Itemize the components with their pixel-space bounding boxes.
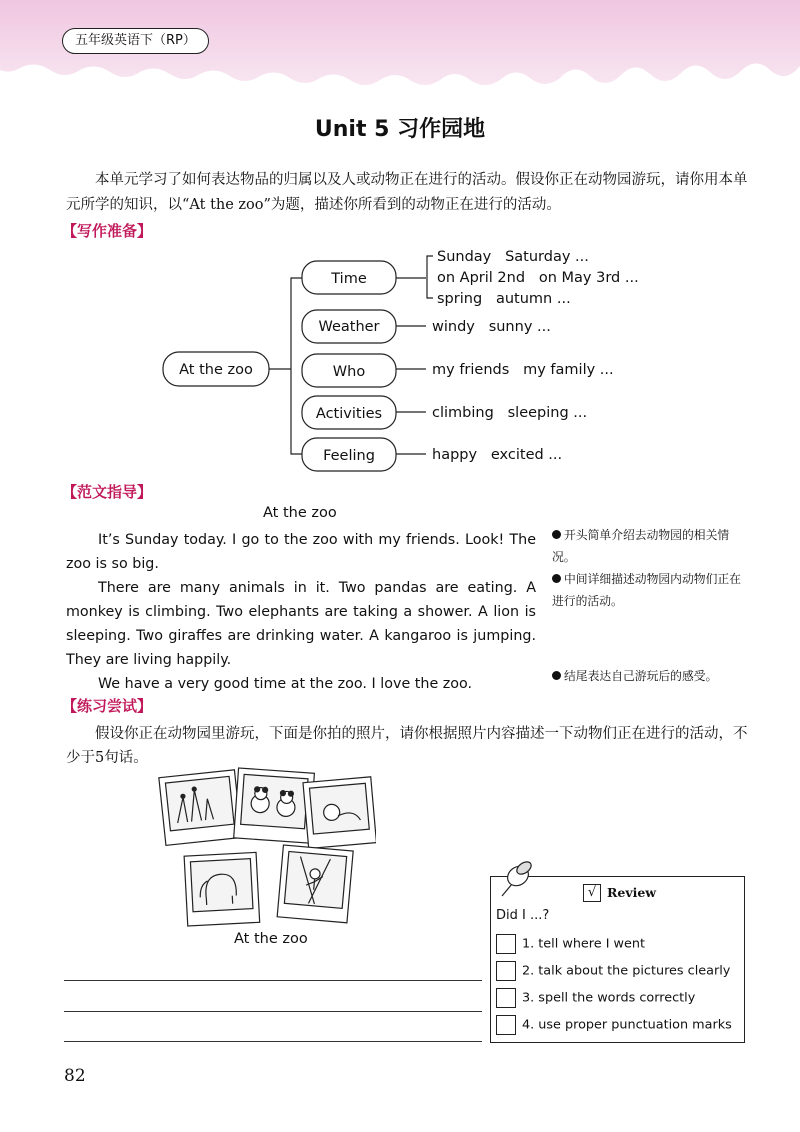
mindmap-detail: climbing sleeping ... [432, 405, 588, 421]
review-item: 3. spell the words correctly [496, 988, 695, 1008]
mindmap-branch-label: Time [331, 271, 367, 287]
mindmap-detail: windy sunny ... [432, 319, 551, 335]
review-question: Did I ...? [496, 908, 550, 923]
checkbox[interactable] [496, 934, 516, 954]
page-number: 82 [64, 1066, 86, 1086]
writing-line [64, 1011, 482, 1012]
section-heading-practice: 【练习尝试】 [62, 697, 153, 715]
review-item: 1. tell where I went [496, 934, 645, 954]
review-title: √ Review [583, 882, 656, 902]
sample-paragraph: It’s Sunday today. I go to the zoo with my friends. Look! The zoo is so big. [66, 532, 536, 572]
photo-monkey [277, 845, 353, 923]
photo-lion [303, 777, 376, 849]
mindmap-detail: on April 2nd on May 3rd ... [437, 270, 639, 286]
check-icon: √ [583, 884, 601, 902]
mindmap-branch-label: Feeling [323, 448, 375, 464]
page-title: Unit 5 习作园地 [314, 117, 486, 142]
sample-note: 中间详细描述动物园内动物们正在进行的活动。 [552, 572, 741, 608]
sample-note: 结尾表达自己游玩后的感受。 [552, 665, 757, 687]
mindmap-detail: spring autumn ... [437, 291, 571, 307]
review-item: 2. talk about the pictures clearly [496, 961, 730, 981]
practice-task: 假设你正在动物园里游玩，下面是你拍的照片，请你根据照片内容描述一下动物们正在进行的活动，不少于5句话。 [66, 726, 748, 766]
zoo-photos [156, 766, 376, 930]
photo-pandas [234, 768, 315, 843]
sample-note: 开头简单介绍去动物园的相关情况。 [552, 528, 730, 564]
mindmap-detail: Sunday Saturday ... [437, 249, 589, 265]
mindmap-branch-label: Weather [318, 319, 380, 335]
checkbox[interactable] [496, 988, 516, 1008]
bullet-icon [552, 574, 561, 583]
mindmap-branch-label: Who [332, 364, 366, 380]
mind-map [0, 0, 800, 480]
writing-line [64, 1041, 482, 1042]
sample-essay-title: At the zoo [263, 505, 337, 521]
photo-giraffes [159, 770, 242, 846]
mindmap-center-label: At the zoo [179, 362, 253, 378]
checkbox[interactable] [496, 961, 516, 981]
writing-line [64, 980, 482, 981]
section-heading-sample: 【范文指导】 [62, 483, 153, 501]
sample-paragraph: There are many animals in it. Two pandas are eating. A monkey is climbing. Two elephants are taking a shower. A lion is sleeping. Two giraffes are drinking water. A kangaroo is jumping. They are living happily. [66, 580, 536, 668]
mindmap-detail: happy excited ... [432, 447, 563, 463]
photo-elephants [184, 852, 260, 926]
checkbox[interactable] [496, 1015, 516, 1035]
book-label: 五年级英语下（RP） [62, 28, 209, 54]
pushpin-icon [494, 856, 536, 902]
bullet-icon [552, 671, 561, 680]
sample-paragraph: We have a very good time at the zoo. I love the zoo. [98, 676, 473, 692]
mindmap-branch-label: Activities [315, 406, 383, 422]
photo-caption: At the zoo [234, 931, 308, 947]
mindmap-detail: my friends my family ... [432, 362, 614, 378]
intro-paragraph: 本单元学习了如何表达物品的归属以及人或动物正在进行的活动。假设你正在动物园游玩，请你用本单元所学的知识，以“At the zoo”为题，描述你所看到的动物正在进行的活动。 [66, 172, 748, 213]
bullet-icon [552, 530, 561, 539]
review-item: 4. use proper punctuation marks [496, 1015, 732, 1035]
section-heading-prep: 【写作准备】 [62, 222, 153, 240]
